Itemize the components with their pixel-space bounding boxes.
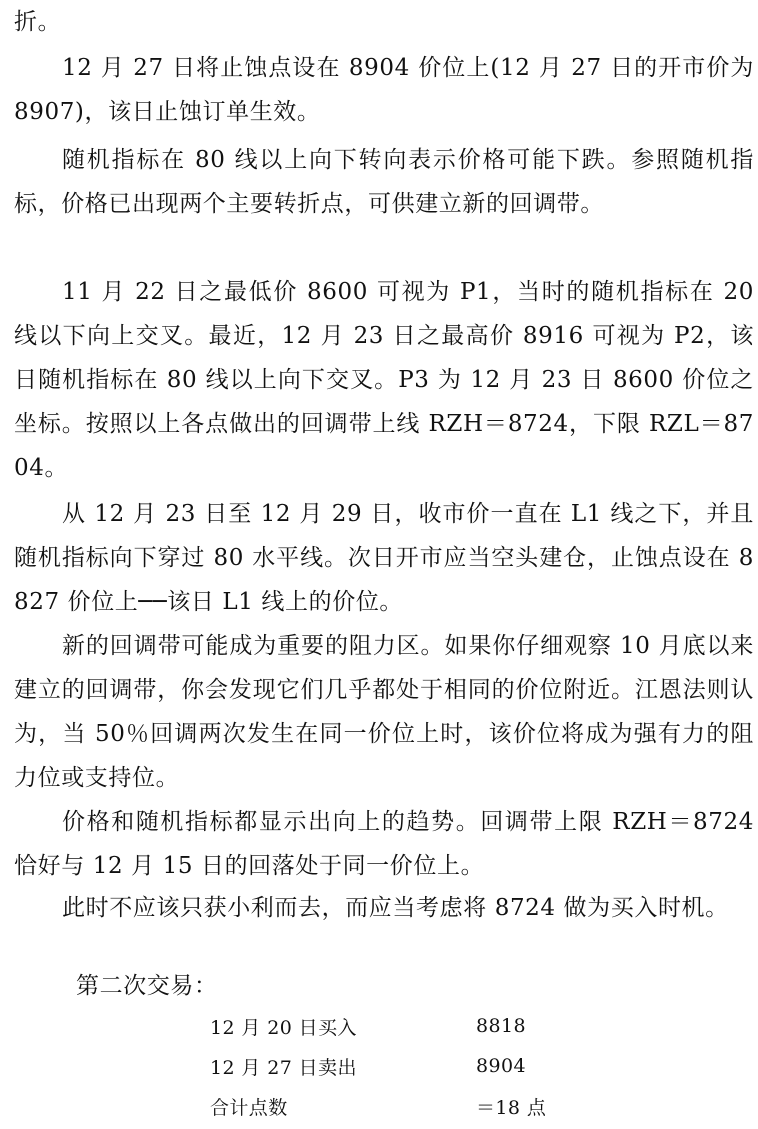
paragraph-stochastic-turn: 随机指标在 80 线以上向下转向表示价格可能下跌。参照随机指标，价格已出现两个主要转折点，可供建立新的回调带。 [14,147,754,217]
trade-heading: 第二次交易： [76,973,218,999]
paragraph-buy-timing: 此时不应该只获小利而去，而应当考虑将 8724 做为买入时机。 [62,895,729,921]
trade-summary-table [210,1006,616,1126]
trade-row-label: 12 月 27 日卖出 [210,1056,357,1079]
trade-row-label: 12 月 20 日买入 [210,1016,357,1039]
paragraph-continuation: 折。 [14,9,62,35]
trade-total-value: ＝18 点 [476,1096,547,1119]
trade-total-label: 合计点数 [210,1096,288,1119]
table-row [210,1086,616,1126]
table-row [210,1006,616,1046]
table-row [210,1046,616,1086]
trade-row-value: 8818 [476,1015,526,1037]
paragraph-stop-loss: 12 月 27 日将止蚀点设在 8904 价位上(12 月 27 日的开市价为 8907)，该日止蚀订单生效。 [14,55,754,125]
paragraph-short-entry: 从 12 月 23 日至 12 月 29 日，收市价一直在 L1 线之下，并且随机指标向下穿过 80 水平线。次日开市应当空头建仓，止蚀点设在 8827 价位上──该日 L1 线上的价位。 [14,501,754,615]
trade-row-value: 8904 [476,1055,526,1077]
paragraph-resistance-zone: 新的回调带可能成为重要的阻力区。如果你仔细观察 10 月底以来建立的回调带，你会发现它们几乎都处于相同的价位附近。江恩法则认为，当 50％回调两次发生在同一价位上时，该价位将成为强有力的阻力位或支持位。 [14,633,754,791]
paragraph-upward-trend: 价格和随机指标都显示出向上的趋势。回调带上限 RZH＝8724 恰好与 12 月 15 日的回落处于同一价位上。 [14,809,754,879]
paragraph-retracement-points: 11 月 22 日之最低价 8600 可视为 P1，当时的随机指标在 20 线以下向上交叉。最近，12 月 23 日之最高价 8916 可视为 P2，该日随机指标在 80 线以上向下交叉。P3 为 12 月 23 日 8600 价位之坐标。按照以上各点做出的回调带上线 RZH＝8724，下限 RZL＝8704。 [14,279,754,481]
